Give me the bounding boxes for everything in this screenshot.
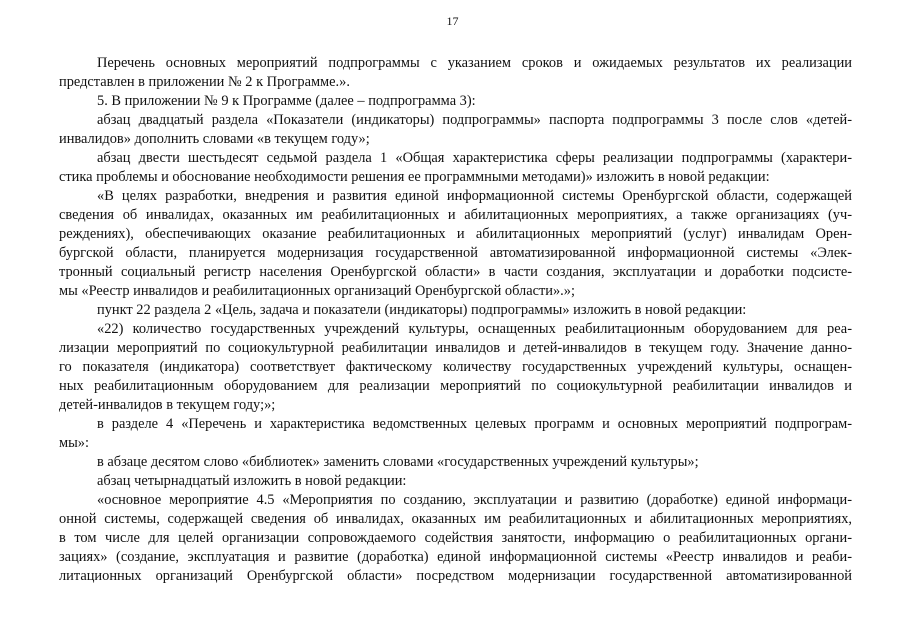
text-line: 5. В приложении № 9 к Программе (далее – подпрограмма 3):	[97, 93, 476, 109]
text-line: сведения об инвалидах, оказанных им реабилитационных и абилитационных мероприятиях, а также организациях (уч-	[59, 207, 852, 223]
text-line: в разделе 4 «Перечень и характеристика ведомственных целевых программ и основных мероприятий подпрограм-	[97, 416, 852, 432]
document-body	[59, 54, 852, 586]
text-line: абзац двести шестьдесят седьмой раздела 1 «Общая характеристика сферы реализации подпрограммы (характери-	[97, 150, 852, 166]
text-line: абзац четырнадцатый изложить в новой редакции:	[97, 473, 407, 489]
text-line: го показателя (индикатора) соответствует фактическому количеству государственных учреждений культуры, оснащен-	[59, 359, 852, 375]
text-line: бургской области, планируется модернизация государственной автоматизированной информационной системы «Элек-	[59, 245, 852, 261]
text-line: мы «Реестр инвалидов и реабилитационных организаций Оренбургской области».»;	[59, 283, 575, 299]
text-line: тронный социальный регистр населения Оренбургской области» в части создания, эксплуатации и доработки подсисте-	[59, 264, 852, 280]
text-line: ных реабилитационным оборудованием для реализации мероприятий по социокультурной реабилитации инвалидов и	[59, 378, 852, 394]
text-line: в том числе для целей организации сопровождаемого содействия занятости, информацию о реабилитационных органи-	[59, 530, 852, 546]
text-line: в абзаце десятом слово «библиотек» заменить словами «государственных учреждений культуры»;	[97, 454, 699, 470]
text-line: абзац двадцатый раздела «Показатели (индикаторы) подпрограммы» паспорта подпрограммы 3 после слов «детей-	[97, 112, 852, 128]
text-line: «В целях разработки, внедрения и развития единой информационной системы Оренбургской области, содержащей	[97, 188, 852, 204]
text-line: реждениях), обеспечивающих оказание реабилитационных и абилитационных мероприятий (услуг) инвалидам Орен-	[59, 226, 852, 242]
text-line: детей-инвалидов в текущем году;»;	[59, 397, 276, 413]
text-line: представлен в приложении № 2 к Программе.».	[59, 74, 350, 90]
text-line: стика проблемы и обоснование необходимости решения ее программными методами)» изложить в новой редакции:	[59, 169, 770, 185]
text-line: «основное мероприятие 4.5 «Мероприятия по созданию, эксплуатации и развитию (доработке) единой информаци-	[97, 492, 852, 508]
text-line: пункт 22 раздела 2 «Цель, задача и показатели (индикаторы) подпрограммы» изложить в новой редакции:	[97, 302, 747, 318]
text-line: Перечень основных мероприятий подпрограммы с указанием сроков и ожидаемых результатов их реализации	[97, 55, 852, 71]
text-line: «22) количество государственных учреждений культуры, оснащенных реабилитационным оборудованием для реа-	[97, 321, 852, 337]
text-line: онной системы, содержащей сведения об инвалидах, оказанных им реабилитационных и абилитационных мероприятиях,	[59, 511, 852, 527]
text-line: литационных организаций Оренбургской области» посредством модернизации государственной автоматизированной	[59, 568, 852, 584]
page-number: 17	[446, 14, 459, 28]
text-line: инвалидов» дополнить словами «в текущем году»;	[59, 131, 370, 147]
text-line: зациях» (создание, эксплуатация и развитие (доработка) единой информационной системы «Реестр инвалидов и реаби-	[59, 549, 852, 565]
text-line: лизации мероприятий по социокультурной реабилитации инвалидов и детей-инвалидов в текущем году. Значение данно-	[59, 340, 852, 356]
text-line: мы»:	[59, 435, 89, 451]
